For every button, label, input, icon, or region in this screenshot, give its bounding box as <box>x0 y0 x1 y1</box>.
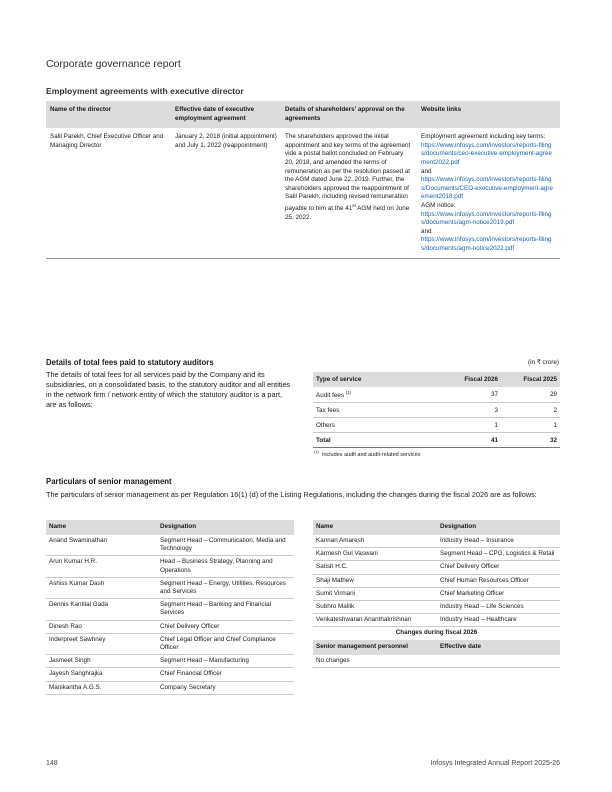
and-text: and <box>421 167 432 175</box>
changes-caption-row <box>313 627 560 640</box>
column-header: Website links <box>417 101 560 128</box>
service-type: Total <box>313 433 433 448</box>
person-name: Satish H.C. <box>313 561 437 574</box>
footnote-text: Includes audit and audit-related services <box>321 451 421 458</box>
person-designation: Chief Marketing Officer <box>437 587 560 600</box>
fiscal-2026-value: 3 <box>433 403 501 418</box>
table-row <box>313 561 560 574</box>
link-agm-notice-2022[interactable]: https://www.infosys.com/investors/reports-filings/documents/agm-notice2022.pdf <box>421 236 552 252</box>
service-type: Others <box>313 418 433 433</box>
table-row <box>46 535 294 556</box>
changes-value: No changes <box>313 655 437 668</box>
senior-management-table-left <box>46 520 294 695</box>
table-header-row <box>46 520 294 535</box>
table-row <box>313 655 560 668</box>
person-name: Jayesh Sanghrajka <box>46 668 157 681</box>
ordinal-suffix: st <box>352 202 356 208</box>
auditor-fees-paragraph: The details of total fees for all services paid by the Company and its subsidiaries, on a consolidated basis, to the statutory auditor and all entities in the network firm / network entity of which the statutory auditor is a part, are as follows: <box>46 370 291 409</box>
senior-management-heading: Particulars of senior management <box>46 477 172 486</box>
person-designation: Chief Financial Officer <box>157 668 294 681</box>
service-type: Tax fees <box>313 403 433 418</box>
person-name: Arun Kumar H.R. <box>46 556 157 577</box>
and-text: and <box>421 227 432 235</box>
table-row <box>313 548 560 561</box>
changes-header-row <box>313 640 560 655</box>
total-row <box>313 433 560 448</box>
person-name: Dennis Kantilal Gada <box>46 599 157 620</box>
person-designation: Chief Human Resources Officer <box>437 574 560 587</box>
auditor-fees-table <box>313 372 560 448</box>
person-designation: Industry Head – Life Sciences <box>437 601 560 614</box>
column-header: Details of shareholders' approval on the agreements <box>281 101 417 128</box>
footnote-marker: (1) <box>345 390 352 395</box>
column-header: Type of service <box>313 372 433 387</box>
table-row <box>313 418 560 433</box>
agreement-date: January 2, 2018 (initial appointment) and July 1, 2022 (reappointment) <box>171 128 281 258</box>
service-type <box>313 387 433 403</box>
table-header-row <box>313 520 560 535</box>
table-row <box>46 556 294 577</box>
table-row <box>46 599 294 620</box>
fees-footnote <box>314 449 420 458</box>
column-header: Effective date <box>437 640 560 655</box>
report-title: Infosys Integrated Annual Report 2025-26 <box>430 760 560 767</box>
column-header: Designation <box>437 520 560 535</box>
page-number: 148 <box>46 760 58 767</box>
service-label: Audit fees <box>316 392 345 400</box>
fiscal-2026-value: 41 <box>433 433 501 448</box>
person-designation: Segment Head – Communication, Media and Technology <box>157 535 294 556</box>
person-designation: Chief Delivery Officer <box>157 620 294 633</box>
link-agm-notice-2019[interactable]: https://www.infosys.com/investors/reports-filings/documents/agm-notice2019.pdf <box>421 210 552 227</box>
person-designation: Industry Head – Insurance <box>437 535 560 548</box>
approval-text-end: AGM held on June 25, 2022. <box>285 205 410 221</box>
changes-caption: Changes during fiscal 2026 <box>395 629 478 637</box>
table-row <box>46 668 294 681</box>
table-row <box>313 601 560 614</box>
fiscal-2025-value: 29 <box>501 387 560 403</box>
column-header: Fiscal 2026 <box>433 372 501 387</box>
unit-label: (in ₹ crore) <box>528 359 559 366</box>
footnote-marker: (1) <box>314 449 319 454</box>
person-designation: Chief Delivery Officer <box>437 561 560 574</box>
person-designation: Company Secretary <box>157 681 294 694</box>
person-name: Ashiss Kumar Dash <box>46 577 157 598</box>
links-label: AGM notice: <box>421 201 456 209</box>
changes-date <box>437 655 560 668</box>
person-designation: Segment Head – CPG, Logistics & Retail <box>437 548 560 561</box>
senior-management-paragraph: The particulars of senior management as per Regulation 16(1) (d) of the Listing Regulations, including the changes during the fiscal 2026 are as follows: <box>46 490 537 499</box>
person-designation: Segment Head – Banking and Financial Services <box>157 599 294 620</box>
person-designation: Segment Head – Manufacturing <box>157 655 294 668</box>
fiscal-2026-value: 1 <box>433 418 501 433</box>
person-name: Shaji Mathew <box>313 574 437 587</box>
fiscal-2026-value: 37 <box>433 387 501 403</box>
person-name: Karmesh Gul Vaswani <box>313 548 437 561</box>
column-header: Fiscal 2025 <box>501 372 560 387</box>
table-row <box>313 614 560 627</box>
table-row <box>313 535 560 548</box>
person-name: Anand Swaminathan <box>46 535 157 556</box>
table-row <box>313 587 560 600</box>
fiscal-2025-value: 2 <box>501 403 560 418</box>
person-designation: Head – Business Strategy, Planning and Operations <box>157 556 294 577</box>
table-row <box>46 620 294 633</box>
fiscal-2025-value: 1 <box>501 418 560 433</box>
shareholder-approval <box>281 128 417 258</box>
column-header: Designation <box>157 520 294 535</box>
column-header: Name of the director <box>46 101 171 128</box>
employment-agreements-heading: Employment agreements with executive director <box>46 86 244 96</box>
table-row <box>46 633 294 654</box>
table-row <box>46 577 294 598</box>
table-row <box>313 387 560 403</box>
website-links <box>417 128 560 258</box>
employment-agreements-table <box>46 101 560 259</box>
person-designation: Chief Legal Officer and Chief Compliance Officer <box>157 633 294 654</box>
link-employment-agreement-2022[interactable]: https://www.infosys.com/investors/reports-filings/documents/ceo-executive-employment-agreement2022.pdf <box>421 141 552 166</box>
table-row <box>46 128 560 258</box>
fiscal-2025-value: 32 <box>501 433 560 448</box>
approval-text: The shareholders approved the initial appointment and key terms of the agreement vide a postal ballot concluded on February 20, 2018, and amended the terms of remuneration as per the resolution passed at the AGM dated June 22, 2019. Further, the shareholders approved the reappointment of Salil Parekh, including revised remuneration payable to him at the 41 <box>285 133 411 213</box>
person-designation: Industry Head – Healthcare <box>437 614 560 627</box>
table-header-row <box>313 372 560 387</box>
senior-management-table-right <box>313 520 560 668</box>
table-row <box>46 681 294 694</box>
column-header: Senior management personnel <box>313 640 437 655</box>
table-row <box>313 574 560 587</box>
column-header: Name <box>313 520 437 535</box>
person-designation: Segment Head – Energy, Utilities, Resources and Services <box>157 577 294 598</box>
links-label: Employment agreement including key terms: <box>421 133 546 141</box>
person-name: Manikantha A.G.S. <box>46 681 157 694</box>
column-header: Effective date of executive employment agreement <box>171 101 281 128</box>
auditor-fees-heading: Details of total fees paid to statutory auditors <box>46 358 214 367</box>
director-name: Salil Parekh, Chief Executive Officer and Managing Director <box>46 128 171 258</box>
table-row <box>46 655 294 668</box>
person-name: Subhro Mallik <box>313 601 437 614</box>
table-row <box>313 403 560 418</box>
person-name: Sumit Virmani <box>313 587 437 600</box>
person-name: Dinesh Rao <box>46 620 157 633</box>
table-header-row <box>46 101 560 128</box>
person-name: Inderpreet Sawhney <box>46 633 157 654</box>
person-name: Jasmeet Singh <box>46 655 157 668</box>
section-title: Corporate governance report <box>46 58 181 70</box>
link-employment-agreement-2018[interactable]: https://www.infosys.com/investors/reports-filings/Documents/CEO-executive-employment-agreement2018.pdf <box>421 176 553 201</box>
person-name: Venkateshwaran Ananthakrishnan <box>313 614 437 627</box>
person-name: Kannan Amaresh <box>313 535 437 548</box>
column-header: Name <box>46 520 157 535</box>
